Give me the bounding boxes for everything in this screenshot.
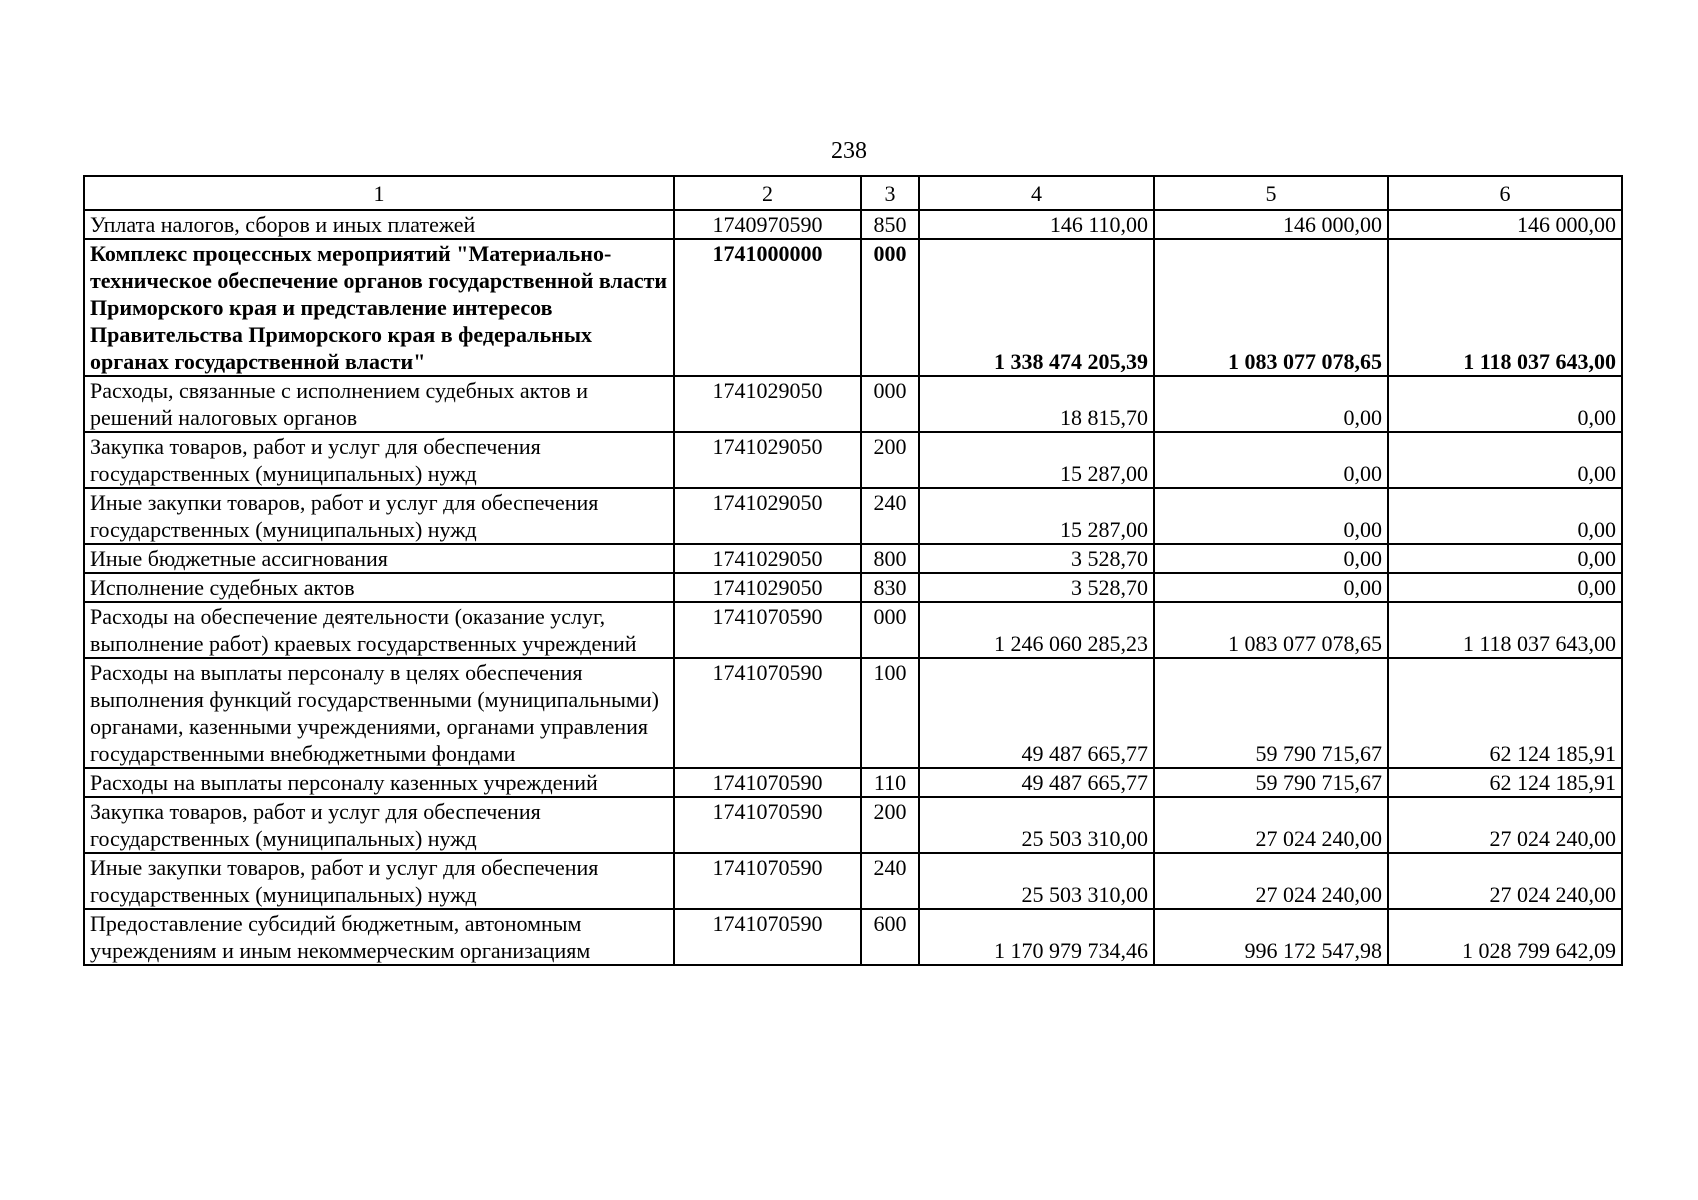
row-amount-col4: 1 338 474 205,39 (919, 239, 1154, 376)
row-code: 1741070590 (674, 602, 861, 658)
page-number: 238 (831, 138, 867, 164)
row-amount-col6: 146 000,00 (1388, 210, 1622, 239)
header-cell: 2 (674, 176, 861, 210)
row-amount-col6: 0,00 (1388, 376, 1622, 432)
row-amount-col4: 1 246 060 285,23 (919, 602, 1154, 658)
row-amount-col5: 59 790 715,67 (1154, 768, 1388, 797)
header-cell: 4 (919, 176, 1154, 210)
row-amount-col5: 996 172 547,98 (1154, 909, 1388, 965)
row-code: 1741070590 (674, 797, 861, 853)
header-cell: 1 (84, 176, 674, 210)
table-row (84, 797, 1622, 853)
row-amount-col4: 25 503 310,00 (919, 797, 1154, 853)
row-amount-col5: 0,00 (1154, 573, 1388, 602)
row-amount-col5: 27 024 240,00 (1154, 797, 1388, 853)
row-code: 1741000000 (674, 239, 861, 376)
row-amount-col4: 3 528,70 (919, 573, 1154, 602)
row-name: Расходы на обеспечение деятельности (оказание услуг, выполнение работ) краевых государственных учреждений (84, 602, 674, 658)
table-row (84, 376, 1622, 432)
row-amount-col4: 15 287,00 (919, 432, 1154, 488)
row-amount-col4: 25 503 310,00 (919, 853, 1154, 909)
row-amount-col6: 0,00 (1388, 432, 1622, 488)
row-amount-col4: 49 487 665,77 (919, 768, 1154, 797)
budget-table (83, 175, 1623, 966)
table-row (84, 488, 1622, 544)
row-code: 1741029050 (674, 376, 861, 432)
row-expense-type: 000 (861, 376, 919, 432)
row-amount-col4: 15 287,00 (919, 488, 1154, 544)
table-row (84, 853, 1622, 909)
row-expense-type: 000 (861, 602, 919, 658)
row-amount-col5: 59 790 715,67 (1154, 658, 1388, 768)
table-row (84, 768, 1622, 797)
row-amount-col6: 1 028 799 642,09 (1388, 909, 1622, 965)
header-cell: 6 (1388, 176, 1622, 210)
row-amount-col5: 146 000,00 (1154, 210, 1388, 239)
row-expense-type: 110 (861, 768, 919, 797)
row-amount-col5: 0,00 (1154, 544, 1388, 573)
row-amount-col6: 62 124 185,91 (1388, 658, 1622, 768)
row-amount-col5: 1 083 077 078,65 (1154, 239, 1388, 376)
row-code: 1741029050 (674, 573, 861, 602)
row-amount-col5: 1 083 077 078,65 (1154, 602, 1388, 658)
table-row (84, 544, 1622, 573)
row-code: 1741070590 (674, 909, 861, 965)
row-amount-col6: 27 024 240,00 (1388, 853, 1622, 909)
row-name: Исполнение судебных актов (84, 573, 674, 602)
row-amount-col4: 49 487 665,77 (919, 658, 1154, 768)
row-name: Закупка товаров, работ и услуг для обеспечения государственных (муниципальных) нужд (84, 797, 674, 853)
header-cell: 5 (1154, 176, 1388, 210)
table-row (84, 210, 1622, 239)
row-code: 1740970590 (674, 210, 861, 239)
row-expense-type: 200 (861, 432, 919, 488)
table-row (84, 658, 1622, 768)
column-number-header (84, 176, 1622, 210)
row-code: 1741070590 (674, 658, 861, 768)
row-amount-col5: 0,00 (1154, 488, 1388, 544)
row-amount-col4: 3 528,70 (919, 544, 1154, 573)
row-amount-col5: 0,00 (1154, 432, 1388, 488)
row-expense-type: 240 (861, 488, 919, 544)
row-expense-type: 800 (861, 544, 919, 573)
table-row (84, 573, 1622, 602)
row-code: 1741029050 (674, 432, 861, 488)
row-expense-type: 100 (861, 658, 919, 768)
table-row (84, 909, 1622, 965)
row-amount-col6: 1 118 037 643,00 (1388, 239, 1622, 376)
row-expense-type: 240 (861, 853, 919, 909)
row-amount-col6: 1 118 037 643,00 (1388, 602, 1622, 658)
row-name: Иные закупки товаров, работ и услуг для обеспечения государственных (муниципальных) нужд (84, 488, 674, 544)
row-expense-type: 830 (861, 573, 919, 602)
row-code: 1741070590 (674, 768, 861, 797)
row-name: Иные бюджетные ассигнования (84, 544, 674, 573)
row-code: 1741070590 (674, 853, 861, 909)
row-amount-col5: 0,00 (1154, 376, 1388, 432)
row-expense-type: 600 (861, 909, 919, 965)
header-cell: 3 (861, 176, 919, 210)
row-name: Расходы на выплаты персоналу казенных учреждений (84, 768, 674, 797)
row-amount-col6: 62 124 185,91 (1388, 768, 1622, 797)
row-amount-col4: 1 170 979 734,46 (919, 909, 1154, 965)
row-amount-col4: 18 815,70 (919, 376, 1154, 432)
row-code: 1741029050 (674, 544, 861, 573)
row-name: Предоставление субсидий бюджетным, автономным учреждениям и иным некоммерческим организациям (84, 909, 674, 965)
table-row (84, 432, 1622, 488)
row-amount-col6: 0,00 (1388, 544, 1622, 573)
row-expense-type: 850 (861, 210, 919, 239)
table-row (84, 602, 1622, 658)
row-expense-type: 200 (861, 797, 919, 853)
row-amount-col5: 27 024 240,00 (1154, 853, 1388, 909)
row-code: 1741029050 (674, 488, 861, 544)
row-amount-col4: 146 110,00 (919, 210, 1154, 239)
row-expense-type: 000 (861, 239, 919, 376)
row-name: Уплата налогов, сборов и иных платежей (84, 210, 674, 239)
row-name: Расходы на выплаты персоналу в целях обеспечения выполнения функций государственными (муниципальными) органами, казенными учреждениями, органами управления государственными внебюджетными фондами (84, 658, 674, 768)
row-name: Расходы, связанные с исполнением судебных актов и решений налоговых органов (84, 376, 674, 432)
row-name: Закупка товаров, работ и услуг для обеспечения государственных (муниципальных) нужд (84, 432, 674, 488)
table-row (84, 239, 1622, 376)
row-name: Комплекс процессных мероприятий "Материально-техническое обеспечение органов государственной власти Приморского края и представление интересов Правительства Приморского края в федеральных органах государственной власти" (84, 239, 674, 376)
row-amount-col6: 27 024 240,00 (1388, 797, 1622, 853)
row-amount-col6: 0,00 (1388, 573, 1622, 602)
row-name: Иные закупки товаров, работ и услуг для обеспечения государственных (муниципальных) нужд (84, 853, 674, 909)
row-amount-col6: 0,00 (1388, 488, 1622, 544)
